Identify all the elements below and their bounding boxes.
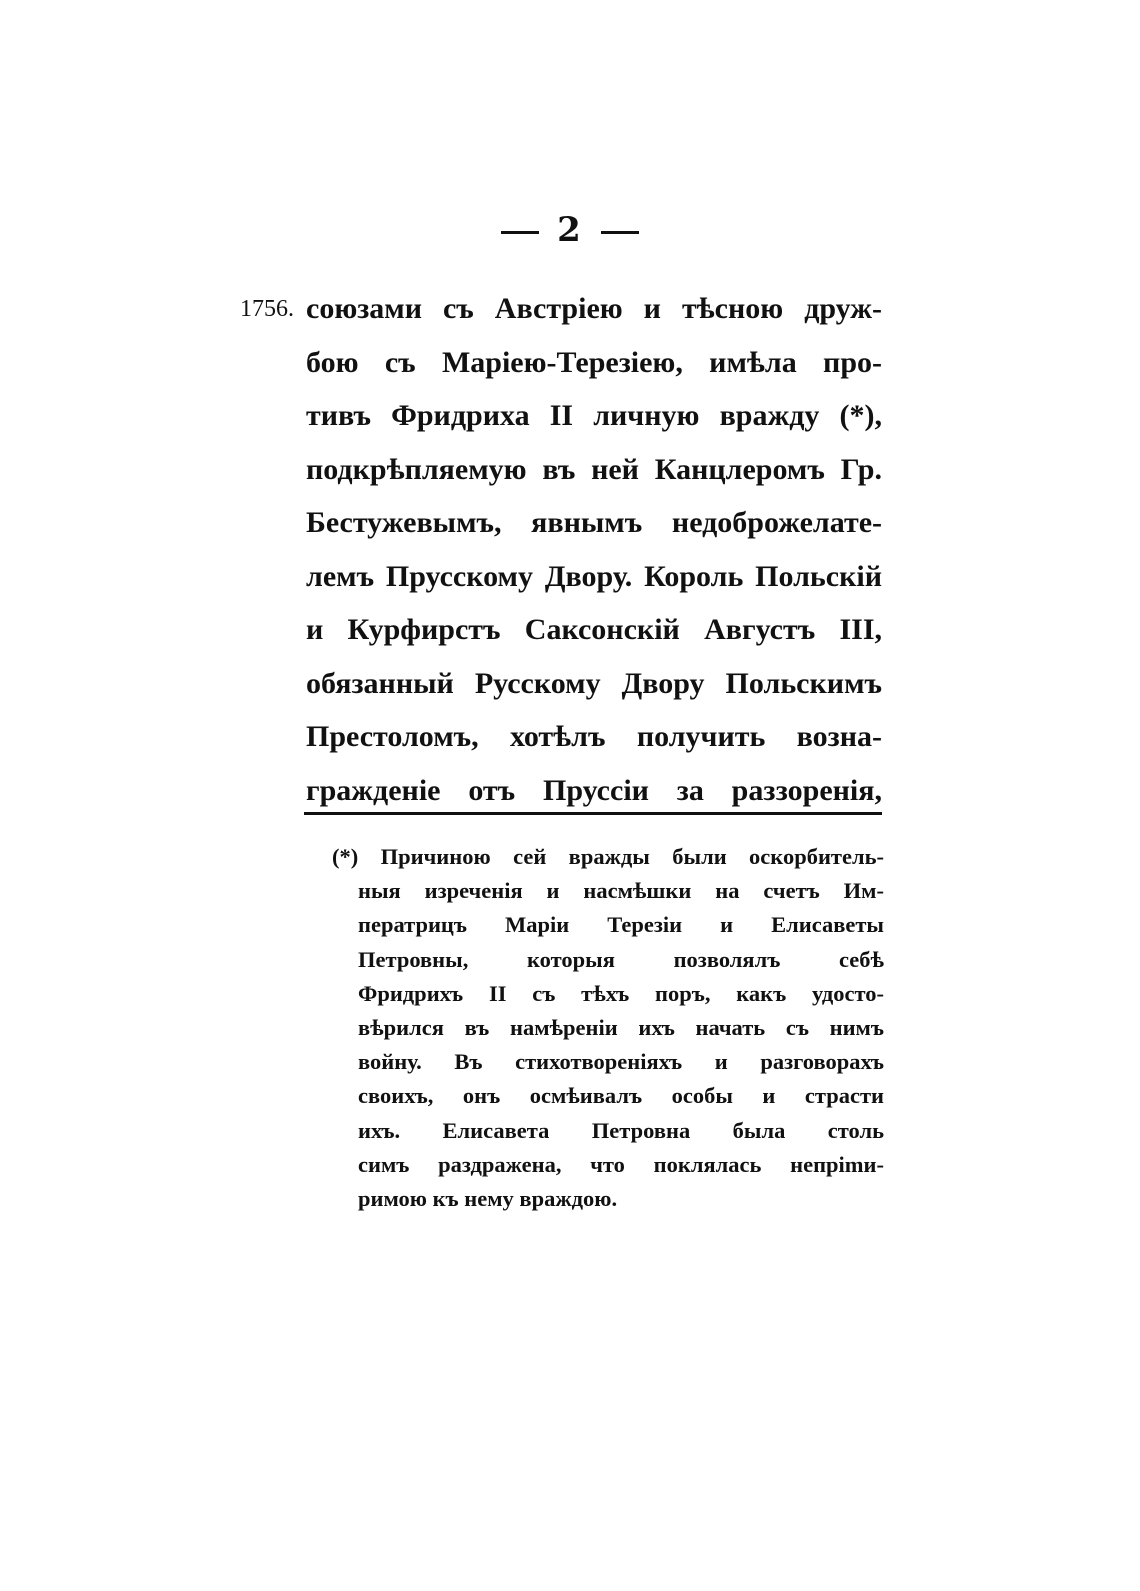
footnote-line: Петровны, которыя позволялъ себѣ bbox=[358, 946, 884, 972]
text-line: и Курфирстъ Саксонскій Августъ III, bbox=[306, 613, 882, 646]
footnote-line: вѣрился въ намѣреніи ихъ начать съ нимъ bbox=[358, 1014, 884, 1040]
text-line: подкрѣпляемую въ ней Канцлеромъ Гр. bbox=[306, 452, 882, 486]
footnote-line: своихъ, онъ осмѣивалъ особы и страсти bbox=[358, 1083, 884, 1109]
text-line: тивъ Фридриха II личную вражду (*), bbox=[306, 399, 882, 432]
right-dash bbox=[601, 231, 639, 234]
footnote-line: Фридрихъ II съ тѣхъ поръ, какъ удосто- bbox=[358, 980, 884, 1006]
page-number: 2 bbox=[557, 210, 583, 250]
page-number-header bbox=[0, 210, 1140, 250]
footnote-line: римою къ нему враждою. bbox=[358, 1185, 618, 1211]
text-line: гражденіе отъ Пруссіи за раззоренія, bbox=[306, 773, 882, 807]
left-dash bbox=[501, 231, 539, 234]
text-line: Престоломъ, хотѣлъ получить возна- bbox=[306, 720, 882, 753]
text-line: бою съ Маріею-Терезіею, имѣла про- bbox=[306, 345, 882, 379]
text-line: Бестужевымъ, явнымъ недоброжелате- bbox=[306, 506, 882, 539]
footnote-line: симъ раздражена, что поклялась непрimи- bbox=[358, 1151, 884, 1177]
footnote bbox=[332, 840, 884, 1216]
footnote-line: ихъ. Елисавета Петровна была столь bbox=[358, 1117, 884, 1143]
text-line: обязанный Русскому Двору Польскимъ bbox=[306, 666, 882, 700]
text-line: лемъ Прусскому Двору. Король Польскій bbox=[306, 559, 882, 593]
main-text-body bbox=[306, 282, 882, 817]
footnote-line: (*) Причиною сей вражды были оскорбитель- bbox=[332, 844, 884, 869]
footnote-line: ныя изреченія и насмѣшки на счетъ Им- bbox=[358, 878, 884, 904]
margin-year: 1756. bbox=[240, 296, 294, 322]
text-line: союзами съ Австріею и тѣсною друж- bbox=[306, 292, 882, 325]
footnote-divider bbox=[304, 812, 882, 815]
footnote-line: ператрицъ Маріи Терезіи и Елисаветы bbox=[358, 912, 884, 938]
footnote-line: войну. Въ стихотвореніяхъ и разговорахъ bbox=[358, 1049, 884, 1075]
